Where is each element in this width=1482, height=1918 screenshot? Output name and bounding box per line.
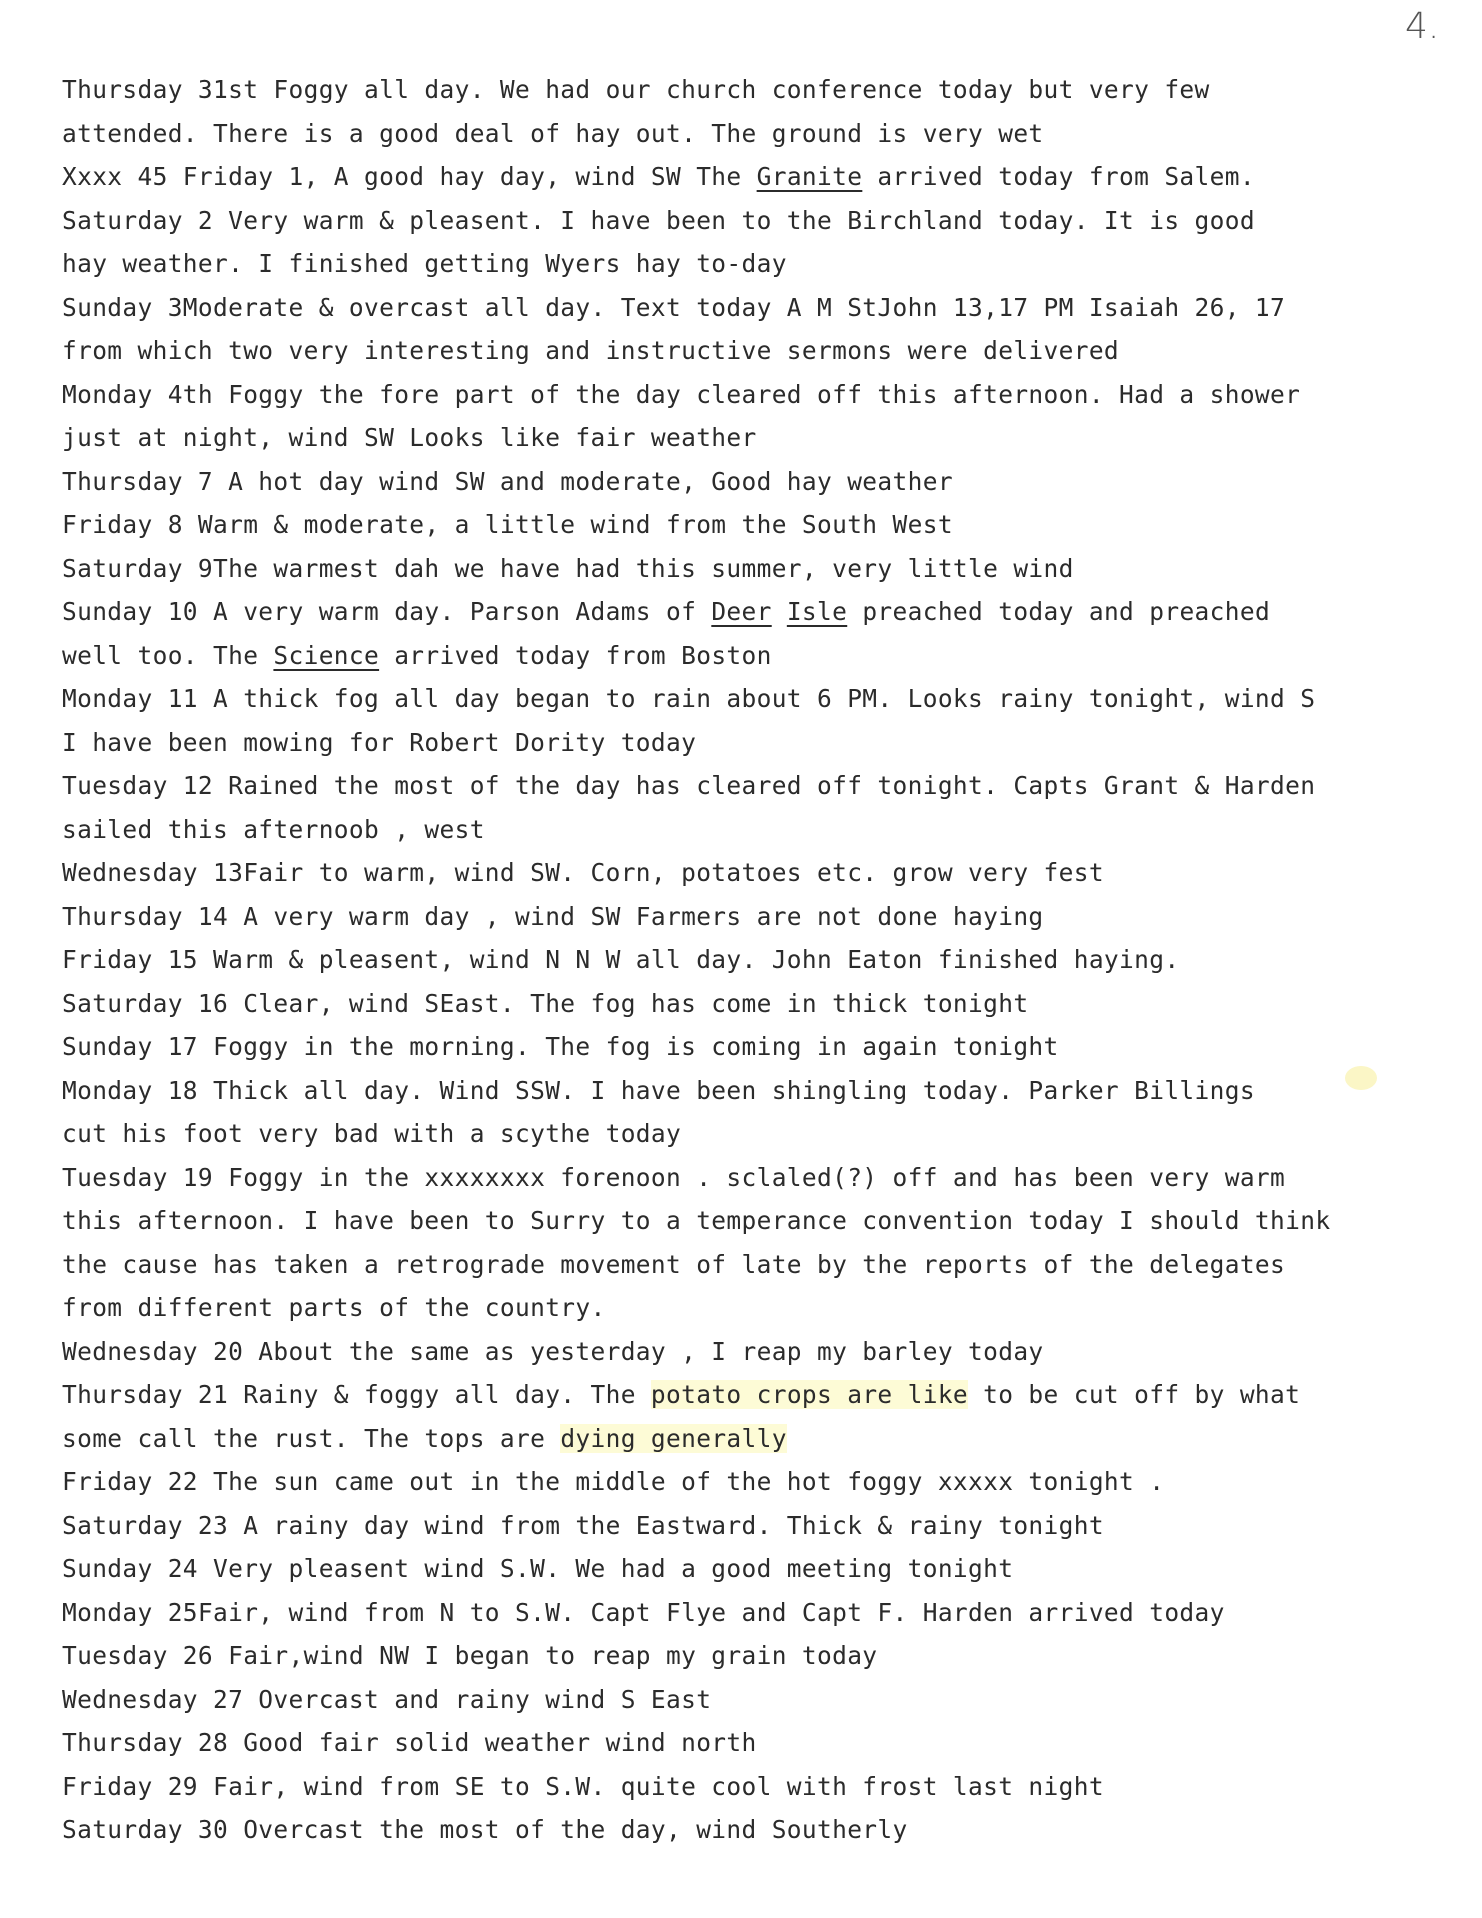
diary-line: Friday 15 Warm & pleasent, wind N N W all day. John Eaton finished haying. bbox=[62, 945, 1180, 974]
highlighted-phrase: dying generally bbox=[560, 1423, 787, 1453]
diary-line: Tuesday 19 Foggy in the xxxxxxxx forenoon . sclaled(?) off and has been very warm bbox=[62, 1162, 1286, 1192]
underlined-word: Deer bbox=[711, 597, 772, 626]
diary-line: from different parts of the country. bbox=[62, 1293, 606, 1322]
diary-line: attended. There is a good deal of hay out. The ground is very wet bbox=[62, 118, 1044, 148]
diary-line: Thursday 7 A hot day wind SW and moderate, Good hay weather bbox=[62, 466, 953, 496]
diary-line: Tuesday 26 Fair,wind NW I began to reap my grain today bbox=[62, 1641, 878, 1670]
diary-line: Saturday 9The warmest dah we have had this summer, very little wind bbox=[62, 553, 1074, 583]
diary-line: Monday 4th Foggy the fore part of the day cleared off this afternoon. Had a shower bbox=[62, 379, 1301, 409]
diary-line: Thursday 21 Rainy & foggy all day. The potato crops are like to be cut off by what bbox=[62, 1380, 1301, 1409]
underlined-word: Granite bbox=[756, 162, 863, 191]
diary-line: Wednesday 13Fair to warm, wind SW. Corn, potatoes etc. grow very fest bbox=[62, 858, 1104, 887]
diary-line: Monday 18 Thick all day. Wind SSW. I have been shingling today. Parker Billings bbox=[62, 1075, 1255, 1105]
diary-entries bbox=[62, 68, 1402, 1852]
diary-line: Monday 25Fair, wind from N to S.W. Capt Flye and Capt F. Harden arrived today bbox=[62, 1597, 1225, 1627]
diary-line: from which two very interesting and instructive sermons were delivered bbox=[62, 336, 1120, 365]
diary-line: Monday 11 A thick fog all day began to rain about 6 PM. Looks rainy tonight, wind S bbox=[62, 684, 1316, 713]
diary-line: Friday 29 Fair, wind from SE to S.W. quite cool with frost last night bbox=[62, 1771, 1104, 1801]
diary-line: this afternoon. I have been to Surry to a temperance convention today I should think bbox=[62, 1206, 1331, 1235]
diary-line: Saturday 16 Clear, wind SEast. The fog has come in thick tonight bbox=[62, 988, 1029, 1018]
diary-line: Sunday 10 A very warm day. Parson Adams of Deer Isle preached today and preached bbox=[62, 597, 1271, 626]
diary-line: Thursday 28 Good fair solid weather wind north bbox=[62, 1728, 757, 1757]
diary-line: well too. The Science arrived today from Boston bbox=[62, 640, 772, 670]
diary-line: some call the rust. The tops are dying generally bbox=[62, 1423, 787, 1453]
diary-line: Wednesday 27 Overcast and rainy wind S East bbox=[62, 1684, 712, 1714]
diary-line: Sunday 24 Very pleasent wind S.W. We had a good meeting tonight bbox=[62, 1554, 1014, 1583]
underlined-word: Science bbox=[273, 640, 380, 670]
diary-line: Xxxx 45 Friday 1, A good hay day, wind SW The Granite arrived today from Salem. bbox=[62, 162, 1255, 191]
diary-line: Wednesday 20 About the same as yesterday , I reap my barley today bbox=[62, 1336, 1044, 1366]
diary-line: Sunday 17 Foggy in the morning. The fog is coming in again tonight bbox=[62, 1032, 1059, 1061]
diary-line: I have been mowing for Robert Dority today bbox=[62, 727, 697, 757]
diary-line: Friday 8 Warm & moderate, a little wind from the South West bbox=[62, 510, 953, 539]
diary-line: Saturday 23 A rainy day wind from the Eastward. Thick & rainy tonight bbox=[62, 1510, 1104, 1540]
underlined-word: Isle bbox=[786, 597, 848, 626]
highlighted-phrase: potato crops are like bbox=[650, 1380, 969, 1409]
diary-line: Tuesday 12 Rained the most of the day has cleared off tonight. Capts Grant & Harden bbox=[62, 771, 1316, 800]
diary-line: Saturday 30 Overcast the most of the day, wind Southerly bbox=[62, 1815, 908, 1844]
diary-line: Friday 22 The sun came out in the middle of the hot foggy xxxxx tonight . bbox=[62, 1467, 1165, 1496]
diary-line: sailed this afternoob , west bbox=[62, 814, 485, 844]
diary-line: hay weather. I finished getting Wyers hay to-day bbox=[62, 249, 787, 278]
page-number: 4. bbox=[1405, 6, 1440, 47]
diary-line: Saturday 2 Very warm & pleasent. I have been to the Birchland today. It is good bbox=[62, 205, 1255, 235]
diary-line: Thursday 14 A very warm day , wind SW Farmers are not done haying bbox=[62, 901, 1044, 931]
diary-line: just at night, wind SW Looks like fair weather bbox=[62, 423, 757, 452]
diary-line: Thursday 31st Foggy all day. We had our church conference today but very few bbox=[62, 75, 1210, 104]
diary-line: Sunday 3Moderate & overcast all day. Text today A M StJohn 13,17 PM Isaiah 26, 17 bbox=[62, 292, 1286, 322]
diary-line: cut his foot very bad with a scythe today bbox=[62, 1119, 682, 1148]
diary-line: the cause has taken a retrograde movement of late by the reports of the delegates bbox=[62, 1249, 1286, 1279]
